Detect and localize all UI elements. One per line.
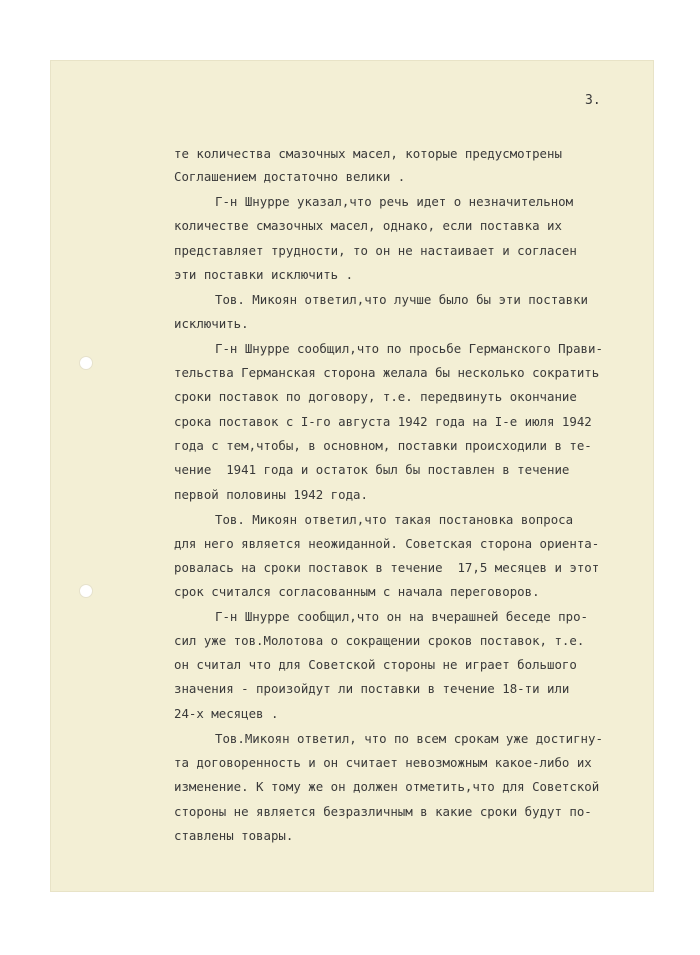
text-line: Соглашением достаточно велики . bbox=[174, 169, 406, 184]
text-line: та договоренность и он считает невозможным какое-либо их bbox=[174, 755, 592, 770]
punch-hole-top bbox=[79, 356, 93, 370]
text-line: Тов. Микоян ответил,что лучше было бы эти поставки bbox=[215, 292, 588, 307]
text-line: Г-н Шнурре сообщил,что по просьбе Германского Прави- bbox=[215, 341, 603, 356]
text-line: сроки поставок по договору, т.е. передвинуть окончание bbox=[174, 389, 577, 404]
text-line: для него является неожиданной. Советская сторона ориента- bbox=[174, 536, 600, 551]
text-line: Г-н Шнурре указал,что речь идет о незначительном bbox=[215, 194, 574, 209]
text-line: срок считался согласованным с начала переговоров. bbox=[174, 584, 540, 599]
text-line: он считал что для Советской стороны не играет большого bbox=[174, 657, 577, 672]
text-line: срока поставок с I-го августа 1942 года на I-е июля 1942 bbox=[174, 414, 592, 429]
text-line: количестве смазочных масел, однако, если поставка их bbox=[174, 218, 562, 233]
text-line: тельства Германская сторона желала бы несколько сократить bbox=[174, 365, 600, 380]
text-line: ставлены товары. bbox=[174, 828, 294, 843]
punch-hole-bottom bbox=[79, 584, 93, 598]
text-line: Тов. Микоян ответил,что такая постановка вопроса bbox=[215, 512, 574, 527]
page-number: 3. bbox=[585, 93, 601, 108]
text-line: исключить. bbox=[174, 316, 249, 331]
text-line: сил уже тов.Молотова о сокращении сроков поставок, т.е. bbox=[174, 633, 585, 648]
text-line: Г-н Шнурре сообщил,что он на вчерашней беседе про- bbox=[215, 609, 588, 624]
text-line: ровалась на сроки поставок в течение 17,5 месяцев и этот bbox=[174, 560, 600, 575]
text-line: 24-х месяцев . bbox=[174, 706, 279, 721]
text-line: представляет трудности, то он не настаивает и согласен bbox=[174, 243, 577, 258]
text-line: те количества смазочных масел, которые предусмотрены bbox=[174, 146, 562, 161]
text-line: стороны не является безразличным в какие сроки будут по- bbox=[174, 804, 592, 819]
text-line: Тов.Микоян ответил, что по всем срокам уже достигну- bbox=[215, 731, 603, 746]
text-line: значения - произойдут ли поставки в течение 18-ти или bbox=[174, 681, 570, 696]
text-line: изменение. К тому же он должен отметить,что для Советской bbox=[174, 779, 600, 794]
text-line: года с тем,чтобы, в основном, поставки происходили в те- bbox=[174, 438, 592, 453]
text-line: эти поставки исключить . bbox=[174, 267, 354, 282]
text-line: чение 1941 года и остаток был бы поставлен в течение bbox=[174, 462, 570, 477]
text-line: первой половины 1942 года. bbox=[174, 487, 368, 502]
